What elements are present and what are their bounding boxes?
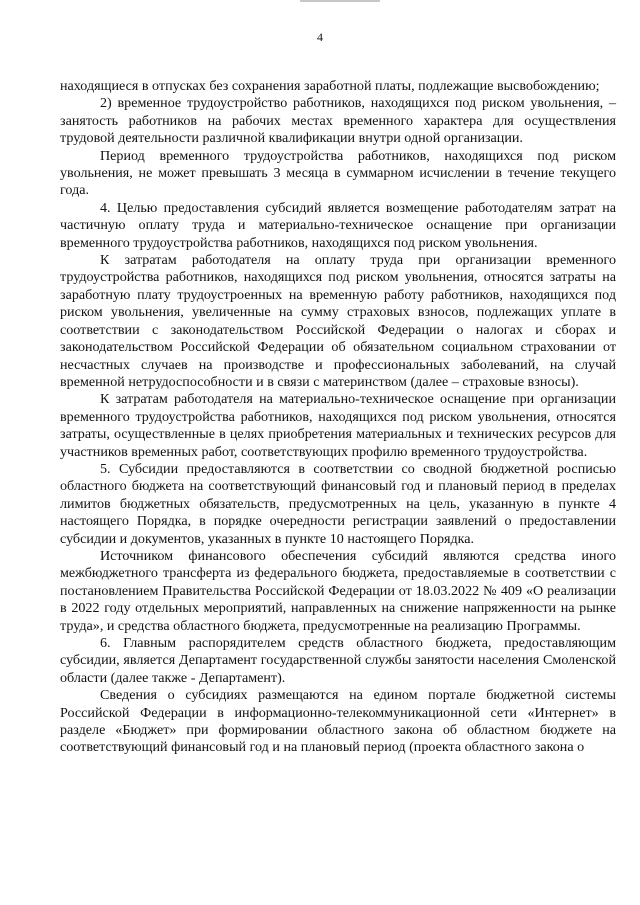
paragraph-clause-6: 6. Главным распорядителем средств областного бюджета, предоставляющим субсидии, является Департамент государственной службы занятости населения Смоленской области (далее также - Департамент). [60, 635, 616, 686]
paragraph-clause-5: 5. Субсидии предоставляются в соответствии со сводной бюджетной росписью областного бюджета на соответствующий финансовый год и плановый период в пределах лимитов бюджетных обязательств, предусмотренных на цель, указанную в пункте 4 настоящего Порядка, в порядке очередности регистрации заявлений о предоставлении субсидии и документов, указанных в пункте 10 настоящего Порядка. [60, 460, 616, 547]
paragraph-funding-source: Источником финансового обеспечения субсидий являются средства иного межбюджетного трансферта из федерального бюджета, предоставляемые в соответствии с постановлением Правительства Российской Федерации от 18.03.2022 № 409 «О реализации в 2022 году отдельных мероприятий, направленных на снижение напряженности на рынке труда», и средства областного бюджета, предусмотренные на реализацию Программы. [60, 547, 616, 634]
page-number: 4 [317, 30, 323, 44]
paragraph-labor-costs: К затратам работодателя на оплату труда при организации временного трудоустройства работников, находящихся под риском увольнения, относятся затраты на заработную плату трудоустроенных на временную работу работников, находящихся под риском увольнения, увеличенные на сумму страховых взносов, подлежащих уплате в соответствии с законодательством Российской Федерации о налогах и сборах и законодательством Российской Федерации об обязательном социальном страховании от несчастных случаев на производстве и профессиональных заболеваний, на случай временной нетрудоспособности и в связи с материнством (далее – страховые взносы). [60, 252, 616, 390]
paragraph-equipment-costs: К затратам работодателя на материально-техническое оснащение при организации временного трудоустройства работников, находящихся под риском увольнения, относятся затраты, осуществленные в целях приобретения материальных и технических ресурсов для участников временных работ, соответствующих профилю временного трудоустройства. [60, 391, 616, 460]
paragraph-continuation: находящиеся в отпусках без сохранения заработной платы, подлежащие высвобождению; [60, 78, 600, 94]
paragraph-period: Период временного трудоустройства работников, находящихся под риском увольнения, не может превышать 3 месяца в суммарном исчислении в течение текущего года. [60, 147, 616, 199]
scan-artifact [300, 0, 380, 2]
paragraph-clause-4: 4. Целью предоставления субсидий является возмещение работодателям затрат на частичную оплату труда и материально-техническое оснащение при организации временного трудоустройства работников, находящихся под риском увольнения. [60, 199, 616, 251]
paragraph-subsidy-info: Сведения о субсидиях размещаются на едином портале бюджетной системы Российской Федерации в информационно-телекоммуникационной сети «Интернет» в разделе «Бюджет» при формировании областного закона об областном бюджете на соответствующий финансовый год и на плановый период (проекта областного закона о [60, 687, 616, 756]
document-body [60, 78, 616, 757]
paragraph-item-2: 2) временное трудоустройство работников, находящихся под риском увольнения, – занятость работников на рабочих местах временного характера для осуществления трудовой деятельности различной квалификации внутри одной организации. [60, 95, 616, 147]
